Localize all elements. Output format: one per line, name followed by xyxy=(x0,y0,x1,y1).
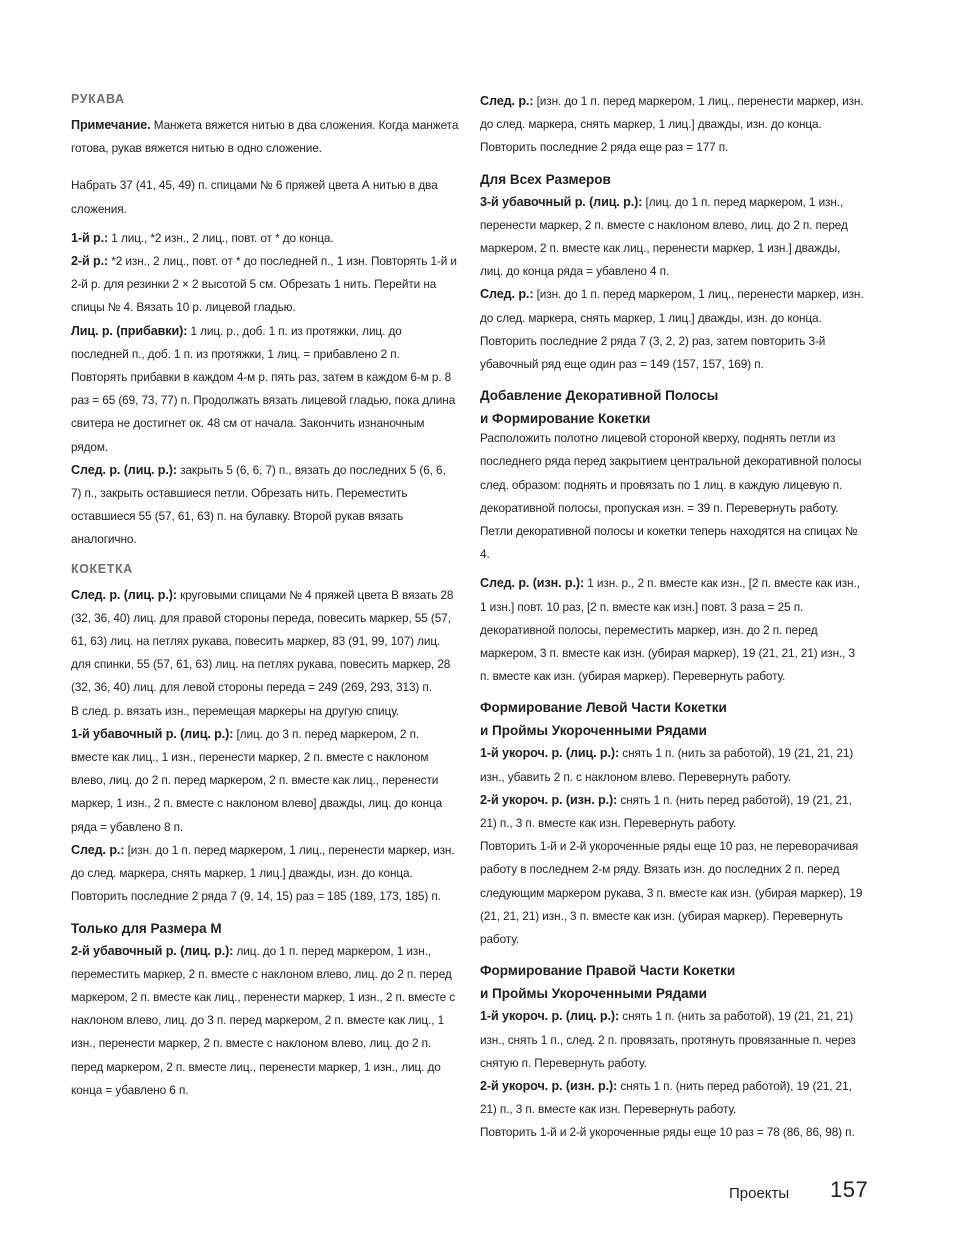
short-row1-label: 1-й укороч. р. (лиц. р.): xyxy=(480,746,620,761)
decrease3-paragraph xyxy=(480,191,865,284)
decrease1-text: [лиц. до 3 п. перед маркером, 2 п. вместе как лиц., 1 изн., перенести маркер, 2 п. вместе с наклоном влево, лиц. до 2 п. перед маркером, 2 п. вместе как лиц., перенести маркер, 1 изн., 2 п. вместе с наклоном влево] дважды, лиц. до конца ряда = убавлено 8 п. xyxy=(71,726,443,834)
next-row-paragraph xyxy=(71,459,459,552)
short-row3-text: снять 1 п. (нить за работой), 19 (21, 21, 21) изн., снять 1 п., след. 2 п. провязать, протянуть провязанные п. через снятую п. Перевернуть работу. xyxy=(480,1009,856,1070)
cast-on-paragraph: Набрать 37 (41, 45, 49) п. спицами № 6 пряжей цвета А нитью в два сложения. xyxy=(71,178,438,216)
yoke-text: круговыми спицами № 4 пряжей цвета В вязать 28 (32, 36, 40) лиц. для правой стороны переда, повесить маркер, 55 (57, 61, 63) лиц. на петлях рукава, повесить маркер, 83 (91, 99, 107) лиц. для спинки, 55 (57, 61, 63) лиц. на петлях рукава, повесить маркер, 28 (32, 36, 40) лиц. для левой стороны переда = 249 (269, 293, 313) п. xyxy=(71,587,454,695)
short-row-repeat-paragraph: Повторить 1-й и 2-й укороченные ряды еще 10 раз, не переворачивая работу в последнем 2-м ряду. Вязать изн. до последних 2 п. перед следующим маркером рукава, 3 п. вместе как изн. (убирая маркер), 19 (21, 21, 21) изн., 3 п. вместе как изн. (убирая маркер). Перевернуть работу. xyxy=(480,839,863,947)
next-row3-text: [изн. до 1 п. перед маркером, 1 лиц., перенести маркер, изн. до след. маркера, снять маркер, 1 лиц.] дважды, изн. до конца. Повторить последние 2 ряда еще раз = 177 п. xyxy=(480,94,864,155)
left-yoke-heading xyxy=(480,696,865,742)
decrease3-label: 3-й убавочный р. (лиц. р.): xyxy=(480,194,643,209)
left-column xyxy=(71,90,459,1102)
short-row-repeat2-paragraph: Повторить 1-й и 2-й укороченные ряды еще 10 раз = 78 (86, 86, 98) п. xyxy=(480,1125,855,1140)
short-row3-paragraph xyxy=(480,1005,865,1075)
size-m-heading: Только для Размера M xyxy=(71,920,222,936)
short-row1-text: снять 1 п. (нить за работой), 19 (21, 21, 21) изн., убавить 2 п. с наклоном влево. Перевернуть работу. xyxy=(480,746,854,784)
decrease2-text: лиц. до 1 п. перед маркером, 1 изн., переместить маркер, 2 п. вместе с наклоном влево, лиц. до 2 п. перед маркером, 2 п. вместе как лиц., перенести маркер, 1 изн., 2 п. вместе с наклоном влево, лиц. до 3 п. перед маркером, 2 п. вместе как лиц., 1 изн., перенести маркер, 2 п. вместе с наклоном влево, лиц. до 2 п. перед маркером, 2 п. вместе лиц., перенести маркер, 1 изн., лиц. до конца = убавлено 6 п. xyxy=(71,943,456,1097)
deco-heading-line1: Добавление Декоративной Полосы xyxy=(480,388,719,404)
next-row5-label: След. р. (изн. р.): xyxy=(480,576,585,591)
all-sizes-heading: Для Всех Размеров xyxy=(480,171,611,187)
yoke-paragraph xyxy=(71,584,459,700)
yoke-next-paragraph: В след. р. вязать изн., перемещая маркеры на другую спицу. xyxy=(71,703,399,718)
increase-label: Лиц. р. (прибавки): xyxy=(71,323,188,338)
next-row5-text: 1 изн. р., 2 п. вместе как изн., [2 п. вместе как изн., 1 изн.] повт. 10 раз, [2 п. вместе как изн.] повт. 3 раза = 25 п. декоративной полосы, переместить маркер, изн. до 2 п. перед маркером, 3 п. вместе как изн. (убирая маркер), 19 (21, 21, 21) изн., 3 п. вместе как изн. (убирая маркер). Перевернуть работу. xyxy=(480,576,860,684)
row1-text: 1 лиц., *2 изн., 2 лиц., повт. от * до конца. xyxy=(108,230,334,245)
row2-paragraph xyxy=(71,250,459,320)
decrease2-paragraph xyxy=(71,940,459,1102)
short-row2-text: снять 1 п. (нить перед работой), 19 (21, 21, 21) п., 3 п. вместе как изн. Перевернуть работу. xyxy=(480,792,852,831)
yoke-heading: КОКЕТКА xyxy=(71,561,133,576)
next-row4-text: [изн. до 1 п. перед маркером, 1 лиц., перенести маркер, изн. до след. маркера, снять маркер, 1 лиц.] дважды, изн. до конца. Повторить последние 2 ряда 7 (3, 2, 2) раз, затем повторить 3-й убавочный ряд еще один раз = 149 (157, 157, 169) п. xyxy=(480,287,864,372)
short-row4-paragraph xyxy=(480,1075,865,1121)
page-number: 157 xyxy=(830,1177,869,1202)
row2-text: *2 изн., 2 лиц., повт. от * до последней п., 1 изн. Повторять 1-й и 2-й р. для резинки 2 × 2 высотой 5 см. Обрезать 1 нить. Перейти на спицы № 4. Вязать 10 р. лицевой гладью. xyxy=(71,254,457,315)
next-row3-paragraph xyxy=(480,90,865,160)
row1-paragraph xyxy=(71,227,459,250)
left-yoke-heading-line1: Формирование Левой Части Кокетки xyxy=(480,700,727,716)
sleeves-heading: РУКАВА xyxy=(71,92,125,106)
row2-label: 2-й р.: xyxy=(71,254,109,269)
left-yoke-heading-line2: и Проймы Укороченными Рядами xyxy=(480,723,707,739)
next-row-text: закрыть 5 (6, 6, 7) п., вязать до последних 5 (6, 6, 7) п., закрыть оставшиеся петли. Обрезать нить. Переместить оставшиеся 55 (57, 61, 63) п. на булавку. Второй рукав вязать аналогично. xyxy=(71,462,446,547)
footer-section-label: Проекты xyxy=(729,1185,790,1202)
right-column xyxy=(480,90,865,1151)
short-row1-paragraph xyxy=(480,742,865,788)
next-row5-paragraph xyxy=(480,572,865,688)
next-row2-label: След. р.: xyxy=(71,842,125,857)
next-row4-paragraph xyxy=(480,283,865,376)
increase-text: 1 лиц. р., доб. 1 п. из протяжки, лиц. до последней п., доб. 1 п. из протяжки, 1 лиц. = прибавлено 2 п. Повторять прибавки в каждом 4-м р. пять раз, затем в каждом 6-м р. 8 раз = 65 (69, 73, 77) п. Продолжать вязать лицевой гладью, пока длина свитера не достигнет ок. 48 см от начала. Закончить изнаночным рядом. xyxy=(71,323,456,454)
next-row-label: След. р. (лиц. р.): xyxy=(71,462,177,477)
deco-heading xyxy=(480,384,865,430)
decrease1-paragraph xyxy=(71,723,459,839)
deco-heading-line2: и Формирование Кокетки xyxy=(480,411,651,427)
right-yoke-heading-line2: и Проймы Укороченными Рядами xyxy=(480,986,707,1002)
short-row2-paragraph xyxy=(480,789,865,835)
next-row4-label: След. р.: xyxy=(480,287,534,302)
short-row4-label: 2-й укороч. р. (изн. р.): xyxy=(480,1078,618,1093)
short-row3-label: 1-й укороч. р. (лиц. р.): xyxy=(480,1009,620,1024)
yoke-label: След. р. (лиц. р.): xyxy=(71,587,177,602)
decrease2-label: 2-й убавочный р. (лиц. р.): xyxy=(71,943,234,958)
right-yoke-heading-line1: Формирование Правой Части Кокетки xyxy=(480,963,736,979)
next-row3-label: След. р.: xyxy=(480,94,534,108)
short-row2-label: 2-й укороч. р. (изн. р.): xyxy=(480,792,618,807)
next-row2-paragraph xyxy=(71,839,459,909)
note-paragraph xyxy=(71,114,459,160)
increase-paragraph xyxy=(71,320,459,459)
next-row2-text: [изн. до 1 п. перед маркером, 1 лиц., перенести маркер, изн. до след. маркера, снять маркер, 1 лиц.] дважды, изн. до конца. Повторить последние 2 ряда 7 (9, 14, 15) раз = 185 (189, 173, 185) п. xyxy=(71,842,455,904)
note-text: Манжета вяжется нитью в два сложения. Когда манжета готова, рукав вяжется нитью в одно сложение. xyxy=(71,118,459,156)
row1-label: 1-й р.: xyxy=(71,230,109,245)
decrease1-label: 1-й убавочный р. (лиц. р.): xyxy=(71,726,234,741)
decrease3-text: [лиц. до 1 п. перед маркером, 1 изн., перенести маркер, 2 п. вместе с наклоном влево, лиц. до 2 п. перед маркером, 2 п. вместе как лиц., перенести маркер, 1 изн.] дважды, лиц. до конца ряда = убавлено 4 п. xyxy=(480,194,848,279)
right-yoke-heading xyxy=(480,959,865,1005)
short-row4-text: снять 1 п. (нить перед работой), 19 (21, 21, 21) п., 3 п. вместе как изн. Перевернуть работу. xyxy=(480,1078,852,1117)
note-label: Примечание. xyxy=(71,118,151,132)
deco-paragraph: Расположить полотно лицевой стороной кверху, поднять петли из последнего ряда перед закрытием центральной декоративной полосы след. образом: поднять и провязать по 1 лиц. в каждую лицевую п. декоративной полосы, пропуская изн. = 39 п. Перевернуть работу. Петли декоративной полосы и кокетки теперь находятся на спицах № 4. xyxy=(480,431,862,562)
